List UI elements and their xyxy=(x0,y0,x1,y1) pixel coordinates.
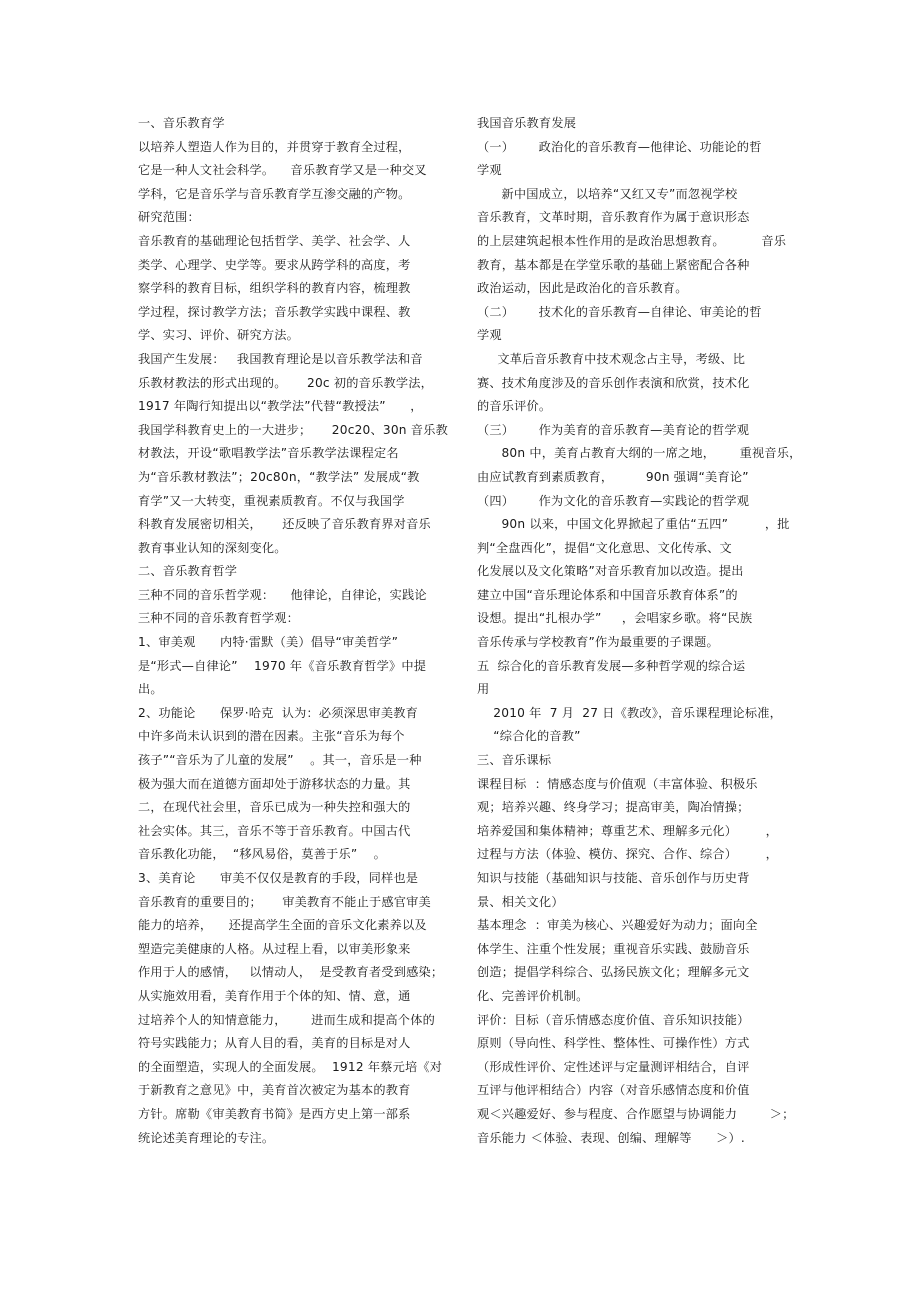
left-column-line: 音乐教化功能， “移风易俗，莫善于乐” 。 xyxy=(138,847,387,862)
left-column-line: 是“形式—自律论” 1970 年《音乐教育哲学》中提 xyxy=(138,658,427,673)
right-column-line: 2010 年 7 月 27 日《教改》，音乐课程理论标准， xyxy=(477,705,782,720)
left-column-line: 作用于人的感情， 以情动人， 是受教育者受到感染； xyxy=(138,965,444,980)
left-column-line: 塑造完美健康的人格。从过程上看，以审美形象来 xyxy=(138,941,411,956)
right-column-line: 评价：目标（音乐情感态度价值、音乐知识技能） xyxy=(477,1012,750,1027)
left-column-line: 方针。席勒《审美教育书简》是西方史上第一部系 xyxy=(138,1106,411,1121)
left-column-line: 1、审美观 内特·雷默（美）倡导“审美哲学” xyxy=(138,635,399,650)
left-column-line: 社会实体。其三，音乐不等于音乐教育。中国古代 xyxy=(138,823,411,838)
right-column-line: 学观 xyxy=(477,328,502,343)
right-column-line: 培养爱国和集体精神；尊重艺术、理解多元化） ， xyxy=(477,823,779,838)
left-column-line: 学、实习、评价、研究方法。 xyxy=(138,328,300,343)
left-column-line: 科教育发展密切相关， 还反映了音乐教育界对音乐 xyxy=(138,517,431,532)
left-column-line: 的全面塑造，实现人的全面发展。 1912 年蔡元培《对 xyxy=(138,1059,443,1074)
right-column-line: 用 xyxy=(477,682,490,697)
right-column-line: 我国音乐教育发展 xyxy=(477,116,577,130)
left-column-line: 二，在现代社会里，音乐已成为一种失控和强大的 xyxy=(138,800,411,815)
right-column-line: 教育，基本都是在学堂乐歌的基础上紧密配合各种 xyxy=(477,257,750,272)
right-column-line: “综合化的音教” xyxy=(477,729,581,744)
left-column-line: 乐教材教法的形式出现的。 20c 初的音乐教学法， xyxy=(138,375,434,390)
left-column-line: 研究范围： xyxy=(138,210,200,225)
right-column-line: 90n 以来，中国文化界掀起了重估“五四” ，批 xyxy=(477,517,790,532)
right-column-line: （四） 作为文化的音乐教育—实践论的哲学观 xyxy=(477,493,750,508)
left-column xyxy=(138,112,448,1150)
right-column-line: 三、音乐课标 xyxy=(477,753,552,768)
left-column-line: 极为强大而在道德方面却处于游移状态的力量。其 xyxy=(138,776,411,791)
right-column-line: 音乐能力 ＜体验、表现、创编、理解等 ＞）. xyxy=(477,1130,745,1145)
left-column-line: 我国产生发展： 我国教育理论是以音乐教学法和音 xyxy=(138,351,423,366)
right-column-line: 体学生、注重个性发展；重视音乐实践、鼓励音乐 xyxy=(477,941,750,956)
right-column-line: 赛、技术角度涉及的音乐创作表演和欣赏，技术化 xyxy=(477,375,750,390)
left-column-line: 中许多尚未认识到的潜在因素。主张“音乐为每个 xyxy=(138,729,405,744)
left-column-line: 于新教育之意见》中，美育首次被定为基本的教育 xyxy=(138,1083,411,1098)
right-column-line: 的上层建筑起根本性作用的是政治思想教育。 音乐 xyxy=(477,233,787,248)
left-column-line: 一、音乐教育学 xyxy=(138,116,225,130)
left-column-line: 符号实践能力；从育人目的看，美育的目标是对人 xyxy=(138,1036,411,1051)
right-column-line: 的音乐评价。 xyxy=(477,399,552,414)
left-column-line: 三种不同的音乐哲学观： 他律论，自律论，实践论 xyxy=(138,587,427,602)
left-column-line: 2、功能论 保罗·哈克 认为：必须深思审美教育 xyxy=(138,705,418,720)
right-column-line: 由应试教育到素质教育， 90n 强调“美育论” xyxy=(477,469,749,484)
left-column-line: 三种不同的音乐教育哲学观： xyxy=(138,611,300,626)
right-column-line: 原则（导向性、科学性、整体性、可操作性）方式 xyxy=(477,1036,750,1051)
left-column-line: 能力的培养， 还提高学生全面的音乐文化素养以及 xyxy=(138,918,427,933)
right-column-line: 知识与技能（基础知识与技能、音乐创作与历史背 xyxy=(477,871,750,885)
right-column-line: 80n 中，美育占教育大纲的一席之地， 重视音乐， xyxy=(477,446,802,461)
left-column-line: 1917 年陶行知提出以“教学法”代替“教授法” ， xyxy=(138,399,423,414)
left-column-line: 类学、心理学、史学等。要求从跨学科的高度，考 xyxy=(138,257,411,272)
left-column-line: 学过程，探讨教学方法；音乐教学实践中课程、教 xyxy=(138,304,411,319)
right-column-line: 过程与方法（体验、模仿、探究、合作、综合） ， xyxy=(477,847,779,862)
left-column-line: 出。 xyxy=(138,682,163,697)
right-column-line: 景、相关文化） xyxy=(477,894,564,909)
right-column-line: 音乐传承与学校教育”作为最重要的子课题。 xyxy=(477,635,719,650)
right-column xyxy=(477,112,802,1150)
left-column-line: 材教法，开设“歌唱教学法”音乐教学法课程定名 xyxy=(138,446,399,461)
right-column-line: （二） 技术化的音乐教育—自律论、审美论的哲 xyxy=(477,304,762,319)
right-column-line: （三） 作为美育的音乐教育—美育论的哲学观 xyxy=(477,422,750,437)
right-column-line: 学观 xyxy=(477,163,502,178)
right-column-line: （形成性评价、定性述评与定量测评相结合，自评 xyxy=(477,1059,750,1074)
left-column-line: 过培养个人的知情意能力， 进而生成和提高个体的 xyxy=(138,1012,435,1027)
left-column-line: 它是一种人文社会科学。 音乐教育学又是一种交叉 xyxy=(138,163,427,178)
right-column-line: 政治运动，因此是政治化的音乐教育。 xyxy=(477,281,688,296)
right-column-line: 建立中国“音乐理论体系和中国音乐教育体系”的 xyxy=(477,587,738,602)
right-column-line: 基本理念 ：审美为核心、兴趣爱好为动力；面向全 xyxy=(477,918,758,933)
right-column-line: 课程目标 ：情感态度与价值观（丰富体验、积极乐 xyxy=(477,776,758,791)
left-column-line: 二、音乐教育哲学 xyxy=(138,564,238,579)
left-column-line: 为“音乐教材教法”；20c80n，“教学法” 发展成“教 xyxy=(138,469,420,484)
right-column-line: 判“全盘西化”，提倡“文化意思、文化传承、文 xyxy=(477,540,732,555)
left-column-line: 统论述美育理论的专注。 xyxy=(138,1130,275,1145)
right-column-line: 观；培养兴趣、终身学习；提高审美，陶冶情操； xyxy=(477,800,750,815)
left-column-line: 3、美育论 审美不仅仅是教育的手段，同样也是 xyxy=(138,871,419,885)
left-column-line: 音乐教育的重要目的； 审美教育不能止于感官审美 xyxy=(138,894,431,909)
left-column-line: 育学”又一大转变，重视素质教育。不仅与我国学 xyxy=(138,493,405,508)
right-column-line: 音乐教育，文革时期，音乐教育作为属于意识形态 xyxy=(477,210,750,225)
right-column-line: 创造；提倡学科综合、弘扬民族文化；理解多元文 xyxy=(477,965,750,980)
right-column-line: 五 综合化的音乐教育发展—多种哲学观的综合运 xyxy=(477,658,746,673)
left-column-line: 我国学科教育史上的一大进步； 20c20、30n 音乐教 xyxy=(138,422,448,437)
right-column-line: （一） 政治化的音乐教育—他律论、功能论的哲 xyxy=(477,139,762,154)
right-column-line: 文革后音乐教育中技术观念占主导，考级、比 xyxy=(477,351,746,366)
left-column-line: 学科，它是音乐学与音乐教育学互渗交融的产物。 xyxy=(138,186,411,201)
right-column-line: 新中国成立，以培养“又红又专”而忽视学校 xyxy=(477,186,738,201)
left-column-line: 从实施效用看，美育作用于个体的知、情、意，通 xyxy=(138,988,411,1003)
left-column-line: 察学科的教育目标，组织学科的教育内容，梳理教 xyxy=(138,281,411,296)
right-column-line: 互评与他评相结合）内容（对音乐感情态度和价值 xyxy=(477,1083,750,1098)
right-column-line: 观＜兴趣爱好、参与程度、合作愿望与协调能力 ＞； xyxy=(477,1106,795,1121)
right-column-line: 化、完善评价机制。 xyxy=(477,988,589,1003)
right-column-line: 设想。提出“扎根办学” ，会唱家乡歌。将“民族 xyxy=(477,611,753,626)
left-column-line: 音乐教育的基础理论包括哲学、美学、社会学、人 xyxy=(138,233,411,248)
left-column-line: 教育事业认知的深刻变化。 xyxy=(138,540,287,555)
right-column-line: 化发展以及文化策略”对音乐教育加以改造。提出 xyxy=(477,564,744,579)
left-column-line: 孩子”“音乐为了儿童的发展” 。其一，音乐是一种 xyxy=(138,753,422,768)
left-column-line: 以培养人塑造人作为目的，并贯穿于教育全过程， xyxy=(138,139,411,154)
